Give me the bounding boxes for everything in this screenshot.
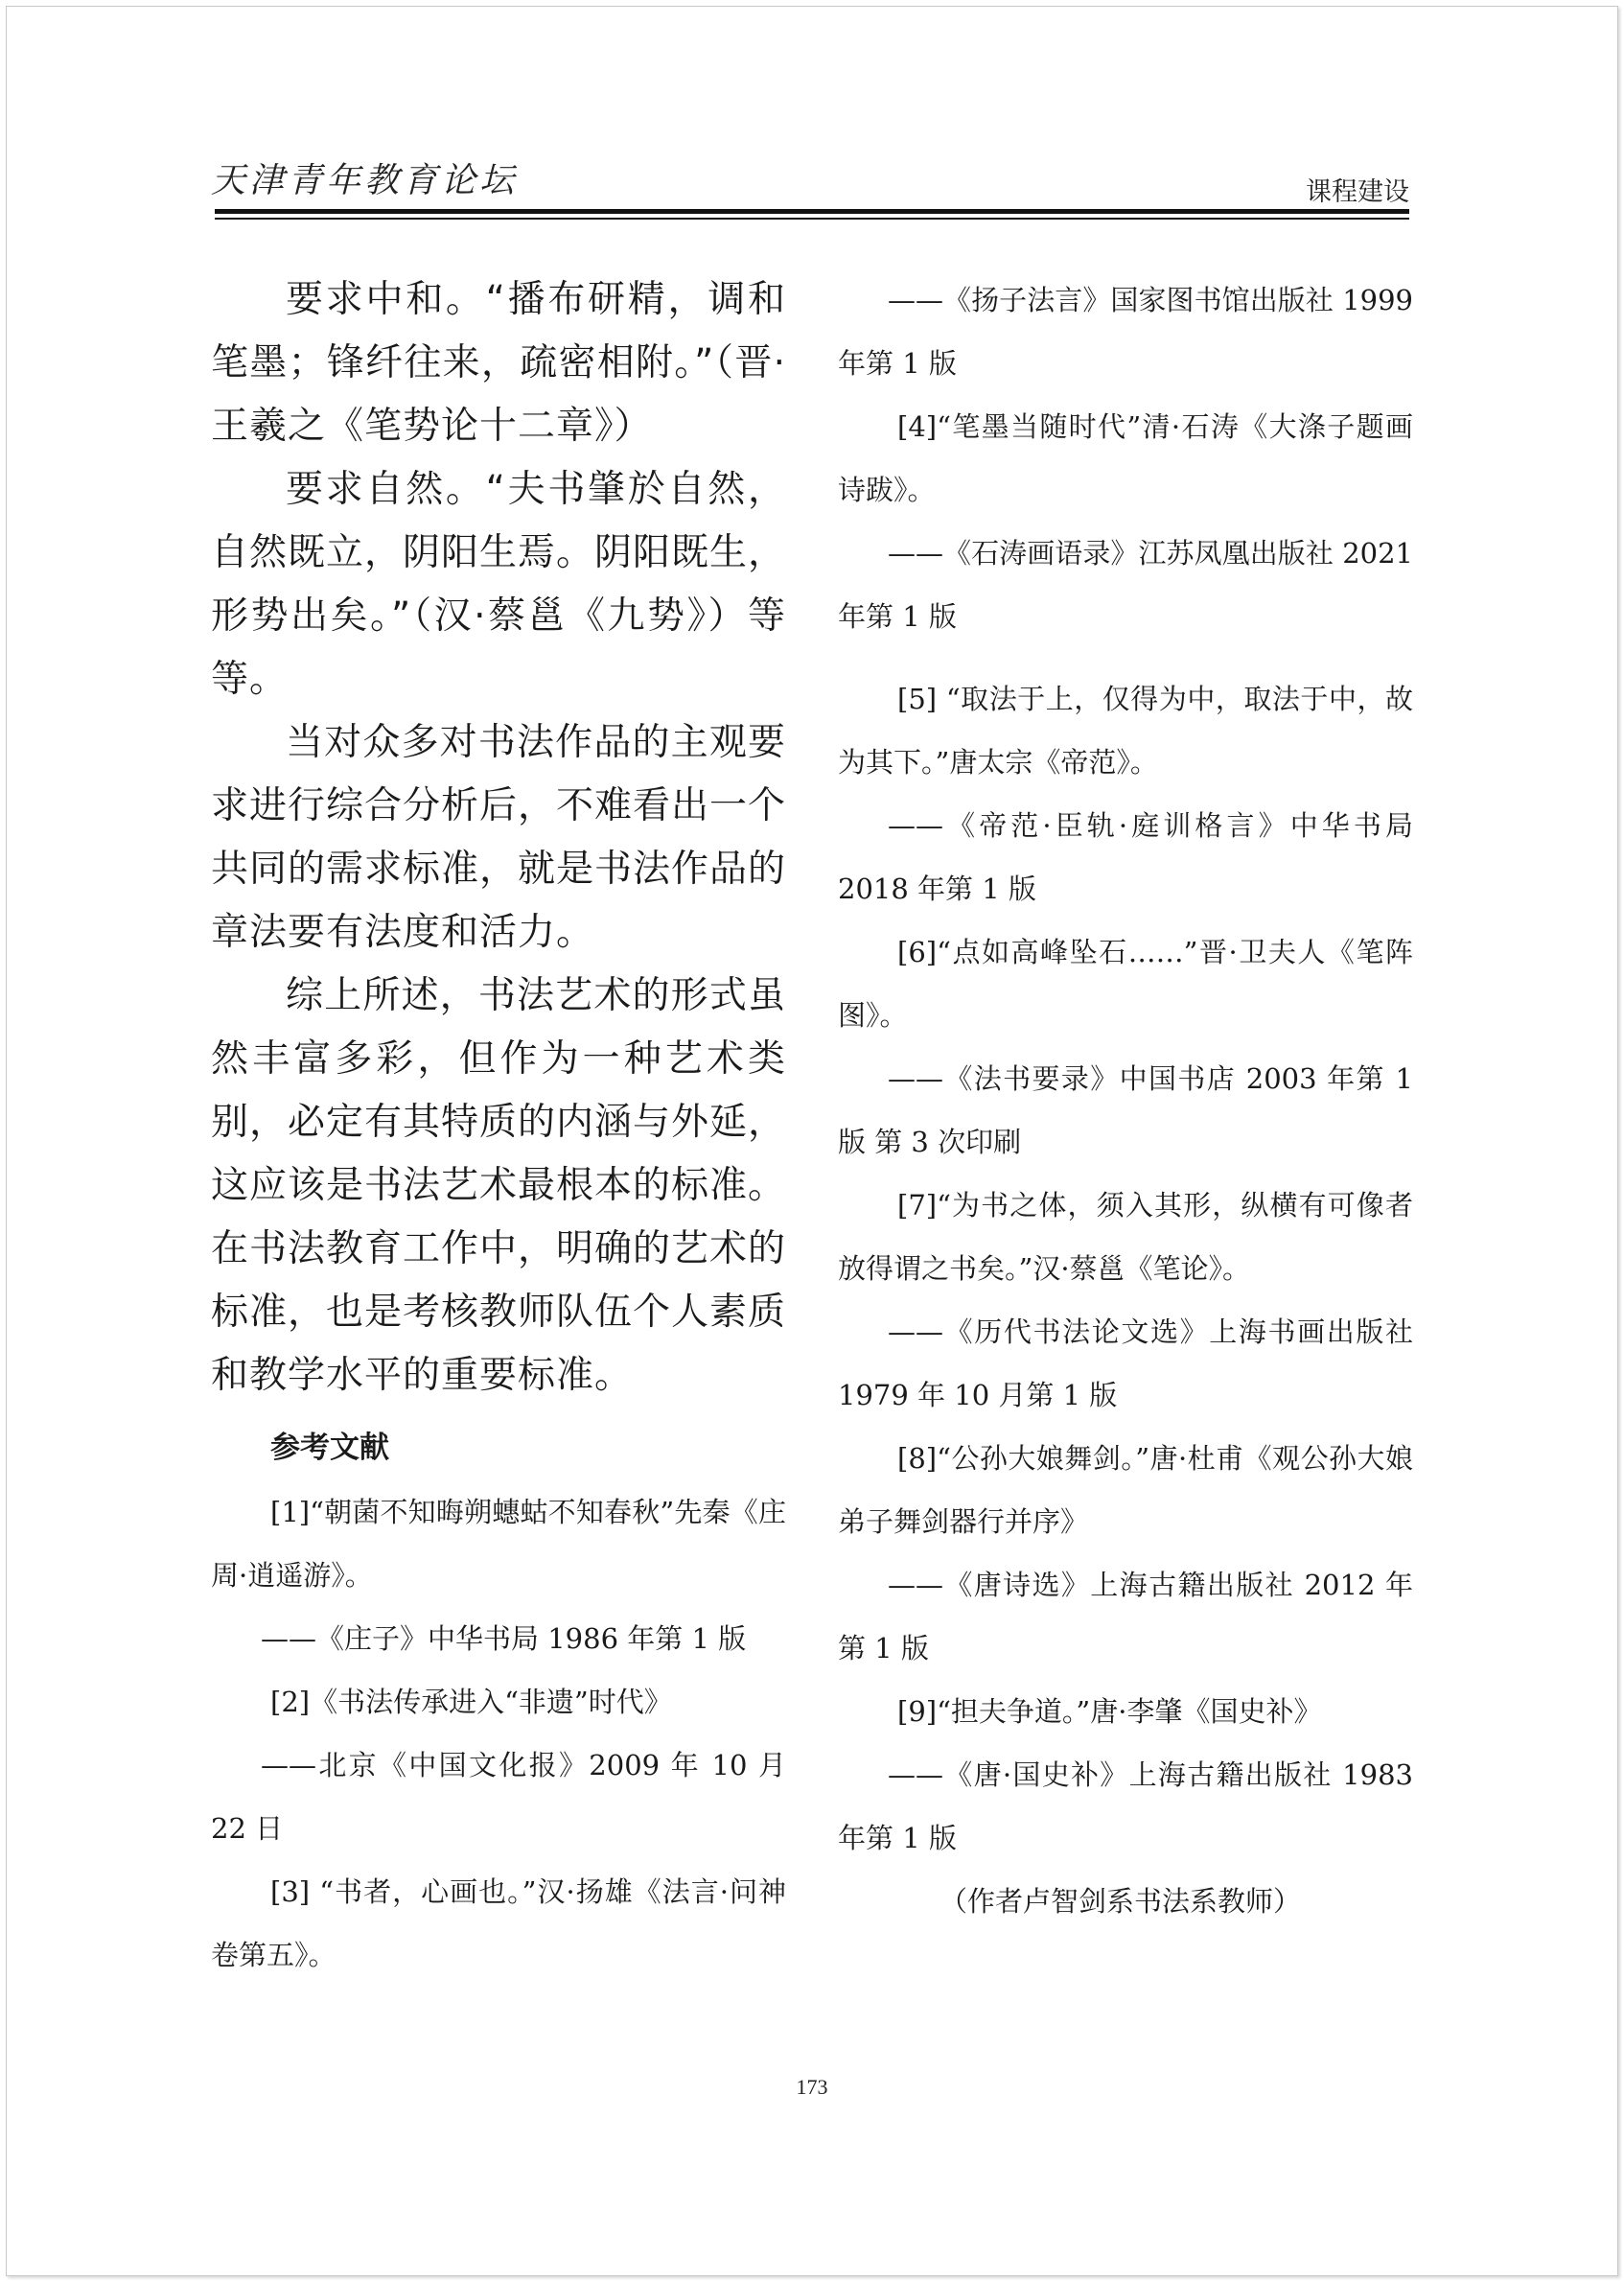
reference-source: ——《帝范·臣轨·庭训格言》中华书局 2018 年第 1 版 <box>838 809 1413 905</box>
body-paragraph: 要求中和。“播布研精，调和笔墨；锋纤往来，疏密相附。”（晋·王羲之《笔势论十二章》） <box>211 278 786 448</box>
reference-source: ——《石涛画语录》江苏凤凰出版社 2021 年第 1 版 <box>838 537 1413 633</box>
references-heading: 参考文献 <box>270 1431 389 1465</box>
body-paragraph: 当对众多对书法作品的主观要求进行综合分析后，不难看出一个共同的需求标准，就是书法作品的章法要有法度和活力。 <box>211 721 787 954</box>
reference-item: [9]“担夫争道。”唐·李肇《国史补》 <box>897 1695 1322 1728</box>
body-paragraph: 要求自然。“夫书肇於自然，自然既立，阴阳生焉。阴阳既生，形势出矣。”（汉·蔡邕《九势》）等等。 <box>211 468 787 701</box>
reference-source: ——《唐·国史补》上海古籍出版社 1983 年第 1 版 <box>838 1758 1413 1854</box>
right-column <box>838 268 1413 1933</box>
reference-item: [8]“公孙大娘舞剑。”唐·杜甫《观公孙大娘弟子舞剑器行并序》 <box>838 1442 1413 1538</box>
header-rule-thick <box>215 209 1409 214</box>
reference-item: [6]“点如高峰坠石……”晋·卫夫人《笔阵图》。 <box>838 936 1413 1032</box>
body-paragraph: 综上所述，书法艺术的形式虽然丰富多彩，但作为一种艺术类别，必定有其特质的内涵与外延，这应该是书法艺术最根本的标准。在书法教育工作中，明确的艺术的标准，也是考核教师队伍个人素质和教学水平的重要标准。 <box>211 974 787 1397</box>
reference-source: ——《历代书法论文选》上海书画出版社 1979 年 10 月第 1 版 <box>838 1315 1413 1411</box>
header-rule-thin <box>215 218 1409 220</box>
reference-item: [4]“笔墨当随时代”清·石涛《大涤子题画诗跋》。 <box>838 410 1413 506</box>
reference-item: [7]“为书之体，须入其形，纵横有可像者放得谓之书矣。”汉·蔡邕《笔论》。 <box>838 1189 1413 1285</box>
page-number: 173 <box>796 2075 828 2099</box>
author-note: （作者卢智剑系书法系教师） <box>940 1885 1302 1918</box>
reference-source: ——《法书要录》中国书店 2003 年第 1 版 第 3 次印刷 <box>838 1062 1413 1158</box>
reference-source: ——《唐诗选》上海古籍出版社 2012 年第 1 版 <box>838 1569 1413 1664</box>
reference-source: ——《扬子法言》国家图书馆出版社 1999 年第 1 版 <box>838 284 1413 380</box>
reference-source: ——北京《中国文化报》2009 年 10 月 22 日 <box>211 1749 786 1845</box>
journal-title: 天津青年教育论坛 <box>211 161 519 200</box>
reference-item: [1]“朝菌不知晦朔蟪蛄不知春秋”先秦《庄周·逍遥游》。 <box>211 1496 786 1592</box>
section-label: 课程建设 <box>1306 177 1409 207</box>
reference-item: [3] “书者，心画也。”汉·扬雄《法言·问神卷第五》。 <box>211 1875 786 1971</box>
reference-item: [5] “取法于上，仅得为中，取法于中，故为其下。”唐太宗《帝范》。 <box>838 683 1413 779</box>
reference-item: [2]《书法传承进入“非遗”时代》 <box>270 1686 672 1718</box>
left-column <box>211 268 786 1987</box>
reference-source: ——《庄子》中华书局 1986 年第 1 版 <box>261 1622 747 1655</box>
